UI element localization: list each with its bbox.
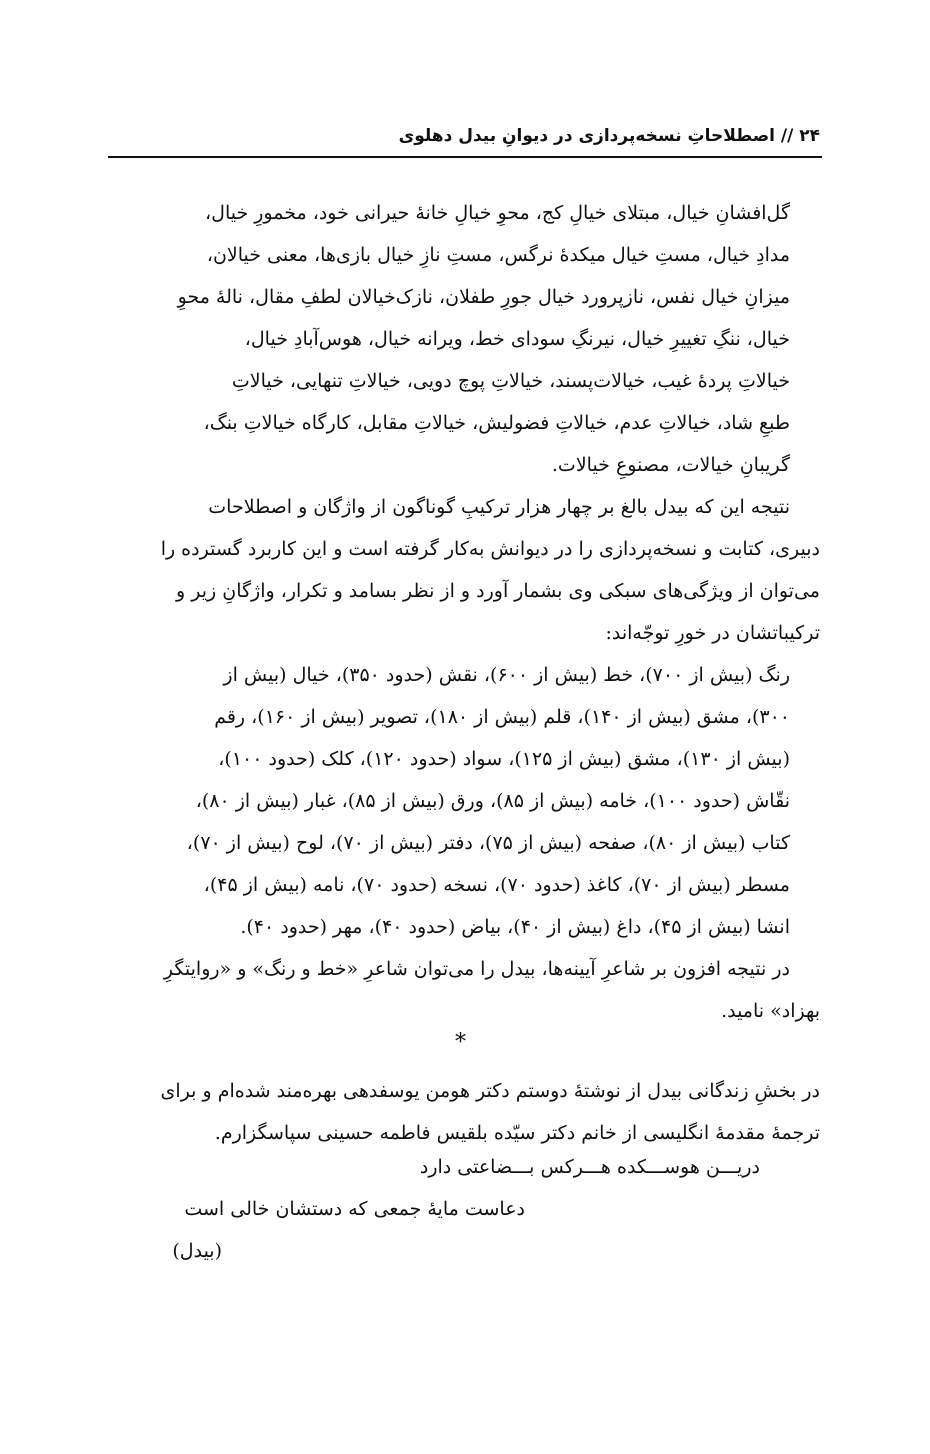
poem-attribution: (بیدل) (172, 1240, 222, 1262)
para1-line-4: ترکیباتشان در خورِ توجّه‌اند: (605, 622, 820, 644)
page-number: ۲۴ (799, 126, 820, 146)
para3-line-2: ترجمهٔ مقدمهٔ انگلیسی از خانم دکتر سیّده بلقیس فاطمه حسینی سپاسگزارم. (214, 1122, 820, 1144)
quote2-line-7: انشا (بیش از ۴۵)، داغ (بیش از ۴۰)، بیاض (حدود ۴۰)، مهر (حدود ۴۰). (240, 916, 790, 938)
header-rule (108, 156, 822, 158)
quote2-line-2: ۳۰۰)، مشق (بیش از ۱۴۰)، قلم (بیش از ۱۸۰)، تصویر (بیش از ۱۶۰)، رقم (214, 706, 790, 728)
header-separator: // (780, 126, 794, 146)
quote2-line-6: مسطر (بیش از ۷۰)، کاغذ (حدود ۷۰)، نسخه (حدود ۷۰)، نامه (بیش از ۴۵)، (203, 874, 790, 896)
quote1-line-3: میزانِ خیال نفس، نازپرورد خیال جورِ طفلان، نازک‌خیالان لطفِ مقال، نالهٔ محوِ (177, 286, 790, 308)
para1-line-3: می‌توان از ویژگی‌های سبکی وی بشمار آورد و از نظر بسامد و تکرار، واژگانِ زیر و (176, 580, 820, 602)
para3-line-1: در بخشِ زندگانی بیدل از نوشتهٔ دوستم دکتر هومن یوسفدهی بهره‌مند شده‌ام و برای (160, 1080, 820, 1102)
para2-line-2: بهزاد» نامید. (721, 1000, 820, 1022)
quote1-line-1: گل‌افشانِ خیال، مبتلای خیالِ کج، محوِ خیالِ خانهٔ حیرانی خود، مخمورِ خیال، (205, 202, 790, 224)
quote2-line-5: کتاب (بیش از ۸۰)، صفحه (بیش از ۷۵)، دفتر (بیش از ۷۰)، لوح (بیش از ۷۰)، (186, 832, 790, 854)
running-header (108, 126, 820, 146)
quote1-line-4: خیال، ننگِ تغییرِ خیال، نیرنگِ سودای خط، ویرانه خیال، هوس‌آبادِ خیال، (244, 328, 790, 350)
poem-verse-2: دعاست مایهٔ جمعی که دستشان خالی است (184, 1198, 525, 1220)
quote1-line-2: مدادِ خیال، مستِ خیال میکدهٔ نرگس، مستِ نازِ خیال بازی‌ها، معنی خیالان، (206, 244, 790, 266)
poem-verse-1: دریـــن هوســـکده هـــرکس بـــضاعتی دارد (419, 1156, 760, 1178)
para1-line-1: نتیجه این که بیدل بالغ بر چهار هزار ترکیبِ گوناگون از واژگان و اصطلاحات (208, 496, 790, 518)
quote2-line-4: نقّاش (حدود ۱۰۰)، خامه (بیش از ۸۵)، ورق (بیش از ۸۵)، غبار (بیش از ۸۰)، (195, 790, 790, 812)
para1-line-2: دبیری، کتابت و نسخه‌پردازی را در دیوانش به‌کار گرفته است و این کاربرد گسترده را (160, 538, 820, 560)
quote1-line-5: خیالاتِ پردهٔ غیب، خیالات‌پسند، خیالاتِ پوچ دویی، خیالاتِ تنهایی، خیالاتِ (231, 370, 790, 392)
header-title: اصطلاحاتِ نسخه‌پردازی در دیوانِ بیدل دهلوی (398, 126, 775, 146)
quote2-line-3: (بیش از ۱۳۰)، مشق (بیش از ۱۲۵)، سواد (حدود ۱۲۰)، کلک (حدود ۱۰۰)، (218, 748, 790, 770)
quote2-line-1: رنگ (بیش از ۷۰۰)، خط (بیش از ۶۰۰)، نقش (حدود ۳۵۰)، خیال (بیش از (223, 664, 790, 686)
para2-line-1: در نتیجه افزون بر شاعرِ آیینه‌ها، بیدل را می‌توان شاعرِ «خط و رنگ» و «روایتگرِ (163, 958, 790, 980)
quote1-line-6: طبعِ شاد، خیالاتِ عدم، خیالاتِ فضولیش، خیالاتِ مقابل، کارگاه خیالاتِ بنگ، (203, 412, 790, 434)
section-star: * (455, 1030, 466, 1055)
quote1-line-7: گریبانِ خیالات، مصنوعِ خیالات. (551, 454, 790, 476)
